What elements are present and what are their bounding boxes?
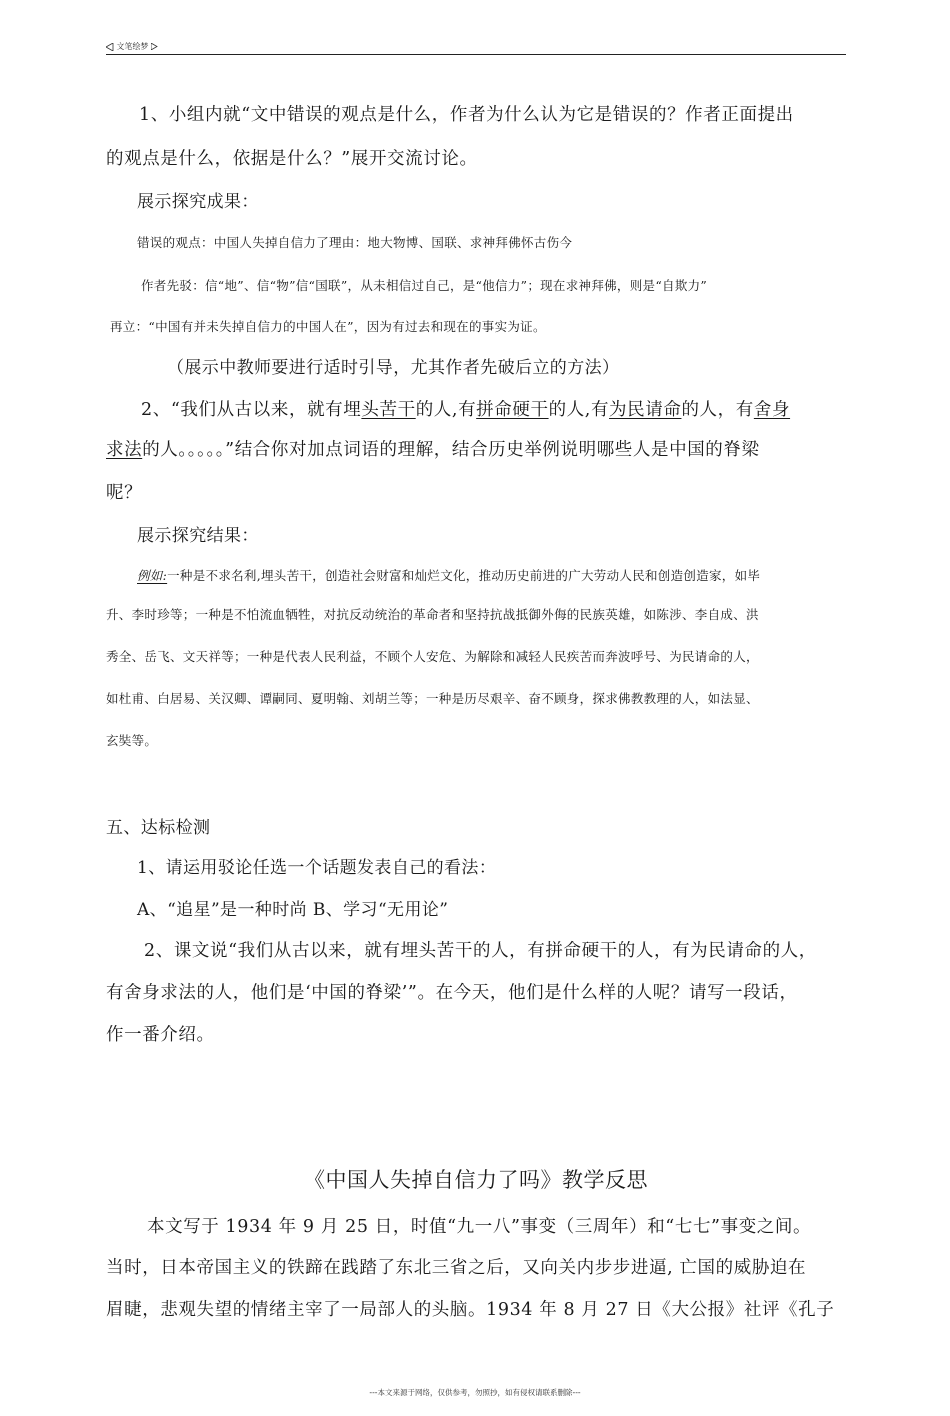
term-qiufa: 求法 — [106, 440, 143, 460]
question-1-line-2: 的观点是什么，依据是什么？”展开交流讨论。 — [106, 149, 478, 169]
q2-mid-2: 的人,有 — [548, 400, 610, 420]
example-label: 例如: — [137, 568, 168, 583]
wrong-view-text: 错误的观点：中国人失掉自信力了理由：地大物博、国联、求神拜佛怀古伤今 — [137, 235, 573, 250]
establish-text: 再立：“中国有并未失掉自信力的中国人在”，因为有过去和现在的事实为证。 — [110, 319, 546, 334]
example-line-2: 升、李时珍等；一种是不怕流血牺牲，对抗反动统治的革命者和坚持抗战抵御外侮的民族英雄，如陈涉、李自成、洪 — [106, 607, 759, 622]
reflection-line-1: 本文写于 1934 年 9 月 25 日，时值“九一八”事变（三周年）和“七七”事变之间。 — [147, 1217, 812, 1237]
term-sheshen: 舍身 — [753, 400, 791, 420]
term-weiminqingming: 为民请命 — [609, 400, 682, 420]
q2-line-2-rest: 的人。。。。。”结合你对加点词语的理解，结合历史举例说明哪些人是中国的脊梁 — [142, 440, 760, 460]
header-rule — [106, 54, 846, 55]
question-1-line-1: 1、小组内就“文中错误的观点是什么，作者为什么认为它是错误的？作者正面提出 — [139, 105, 794, 125]
test-options: A、“追星”是一种时尚 B、学习“无用论” — [137, 900, 449, 920]
question-2-line-1 — [141, 396, 881, 421]
reflection-line-2: 当时，日本帝国主义的铁蹄在践踏了东北三省之后，又向关内步步进逼, 亡国的威胁迫在 — [106, 1258, 807, 1278]
show-results-label: 展示探究成果： — [137, 192, 259, 212]
test-item-2-line-2: 有舍身求法的人，他们是‘中国的脊梁’”。在今天，他们是什么样的人呢？请写一段话， — [106, 983, 798, 1003]
page-footer: ---本文来源于网络，仅供参考，勿照抄，如有侵权请联系删除--- — [369, 1388, 581, 1397]
question-2-line-3: 呢？ — [106, 483, 143, 503]
reflection-line-3: 眉睫，悲观失望的情绪主宰了一局部人的头脑。1934 年 8 月 27 日《大公报》社评《孔子 — [106, 1300, 835, 1320]
section-5-heading: 五、达标检测 — [106, 818, 211, 838]
example-line-1 — [137, 566, 877, 584]
q2-prefix: 2、“我们从古以来，就有埋 — [141, 400, 362, 420]
refute-text: 作者先驳：信“地”、信“物”信“国联”，从未相信过自己，是“他信力”；现在求神拜佛，则是“自欺力” — [141, 278, 708, 293]
example-text-1: 一种是不求名利,埋头苦干，创造社会财富和灿烂文化，推动历史前进的广大劳动人民和创造创造家，如毕 — [167, 568, 761, 583]
example-line-5: 玄奘等。 — [106, 733, 158, 748]
example-line-4: 如杜甫、白居易、关汉卿、谭嗣同、夏明翰、刘胡兰等；一种是历尽艰辛、奋不顾身，探求佛教教理的人，如法显、 — [106, 691, 759, 706]
right-triangle-icon — [151, 43, 158, 50]
test-item-1: 1、请运用驳论任选一个话题发表自己的看法： — [137, 858, 497, 878]
page-header — [106, 40, 846, 54]
question-2-line-2 — [106, 436, 846, 461]
q2-mid-3: 的人，有 — [681, 400, 754, 420]
test-item-2-line-3: 作一番介绍。 — [106, 1025, 215, 1045]
test-item-2-line-1: 2、课文说“我们从古以来，就有埋头苦干的人，有拼命硬干的人，有为民请命的人， — [144, 941, 817, 961]
term-pinmingyinggan: 拼命硬干 — [476, 400, 549, 420]
result-label: 展示探究结果： — [137, 526, 259, 546]
q2-mid-1: 的人,有 — [415, 400, 477, 420]
reflection-title: 《中国人失掉自信力了吗》教学反思 — [304, 1168, 648, 1192]
left-triangle-icon — [106, 43, 114, 51]
teacher-note: （展示中教师要进行适时引导，尤其作者先破后立的方法） — [167, 358, 620, 378]
header-text: 文笔绘梦 — [116, 42, 149, 51]
term-toukugan: 头苦干 — [361, 400, 416, 420]
example-line-3: 秀全、岳飞、文天祥等；一种是代表人民利益，不顾个人安危、为解除和减轻人民疾苦而奔波呼号、为民请命的人， — [106, 649, 759, 664]
